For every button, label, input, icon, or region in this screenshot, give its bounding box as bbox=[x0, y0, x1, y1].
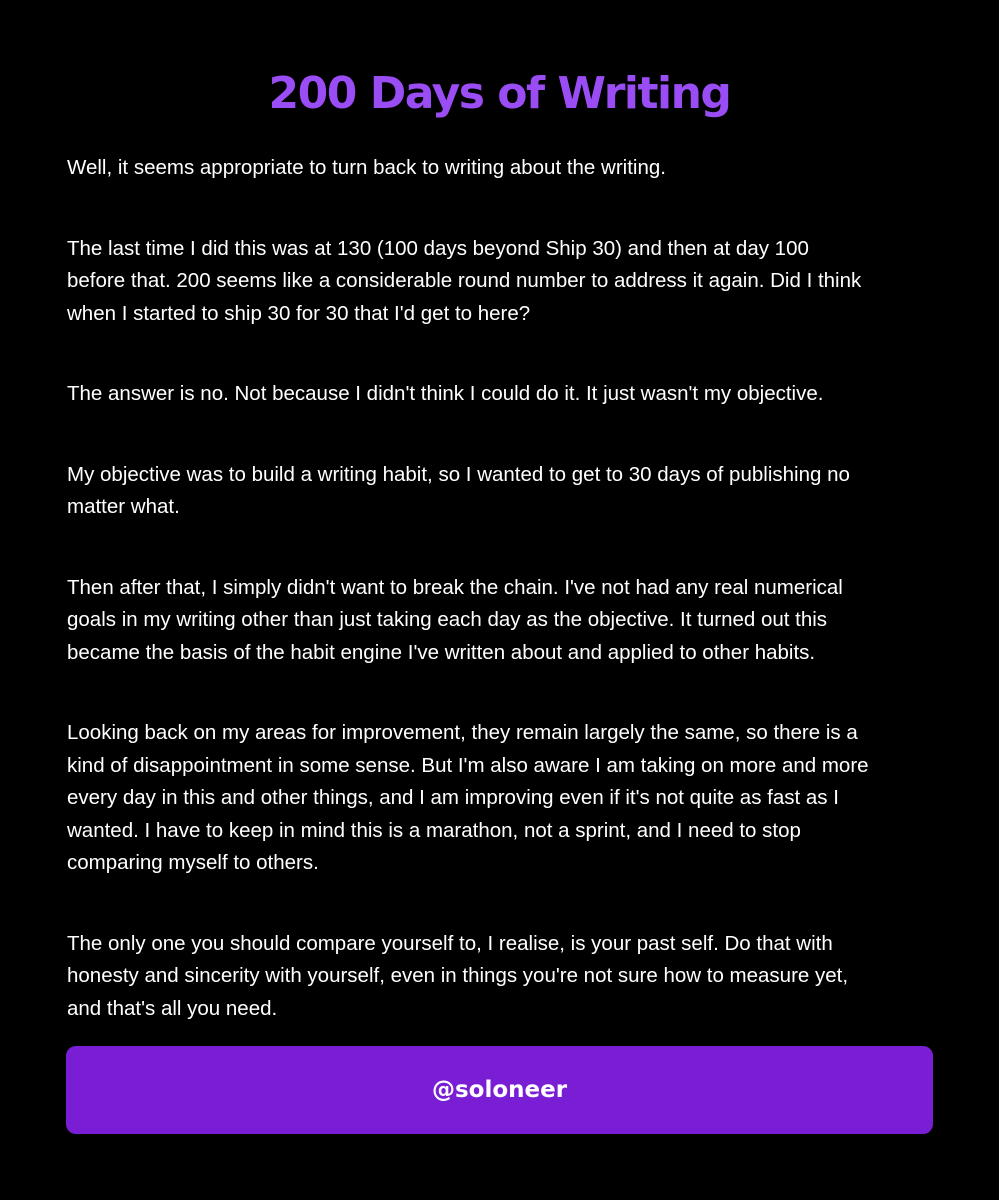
post-title: 200 Days of Writing bbox=[268, 68, 731, 119]
paragraph-4: My objective was to build a writing habit, so I wanted to get to 30 days of publishing no matter what. bbox=[67, 462, 850, 518]
paragraph-7: The only one you should compare yourself to, I realise, is your past self. Do that with honesty and sincerity with yourself, even in things you're not sure how to measure yet, and that's all you need. bbox=[67, 931, 849, 1020]
paragraph-2: The last time I did this was at 130 (100 days beyond Ship 30) and then at day 100 before that. 200 seems like a considerable round number to address it again. Did I think when I started to ship 30 for 30 that I'd get to here? bbox=[67, 236, 862, 325]
paragraph-5: Then after that, I simply didn't want to break the chain. I've not had any real numerical goals in my writing other than just taking each day as the objective. It turned out this became the basis of the habit engine I've written about and applied to other habits. bbox=[67, 575, 843, 664]
paragraph-6: Looking back on my areas for improvement, they remain largely the same, so there is a kind of disappointment in some sense. But I'm also aware I am taking on more and more every day in this and other things, and I am improving even if it's not quite as fast as I wanted. I have to keep in mind this is a marathon, not a sprint, and I need to stop comparing myself to others. bbox=[67, 721, 869, 874]
author-handle-label: @soloneer bbox=[431, 1077, 568, 1103]
author-handle-button[interactable] bbox=[66, 1046, 933, 1134]
paragraph-3: The answer is no. Not because I didn't think I could do it. It just wasn't my objective. bbox=[67, 382, 824, 405]
post-body bbox=[67, 152, 939, 1073]
paragraph-1: Well, it seems appropriate to turn back to writing about the writing. bbox=[67, 156, 666, 179]
